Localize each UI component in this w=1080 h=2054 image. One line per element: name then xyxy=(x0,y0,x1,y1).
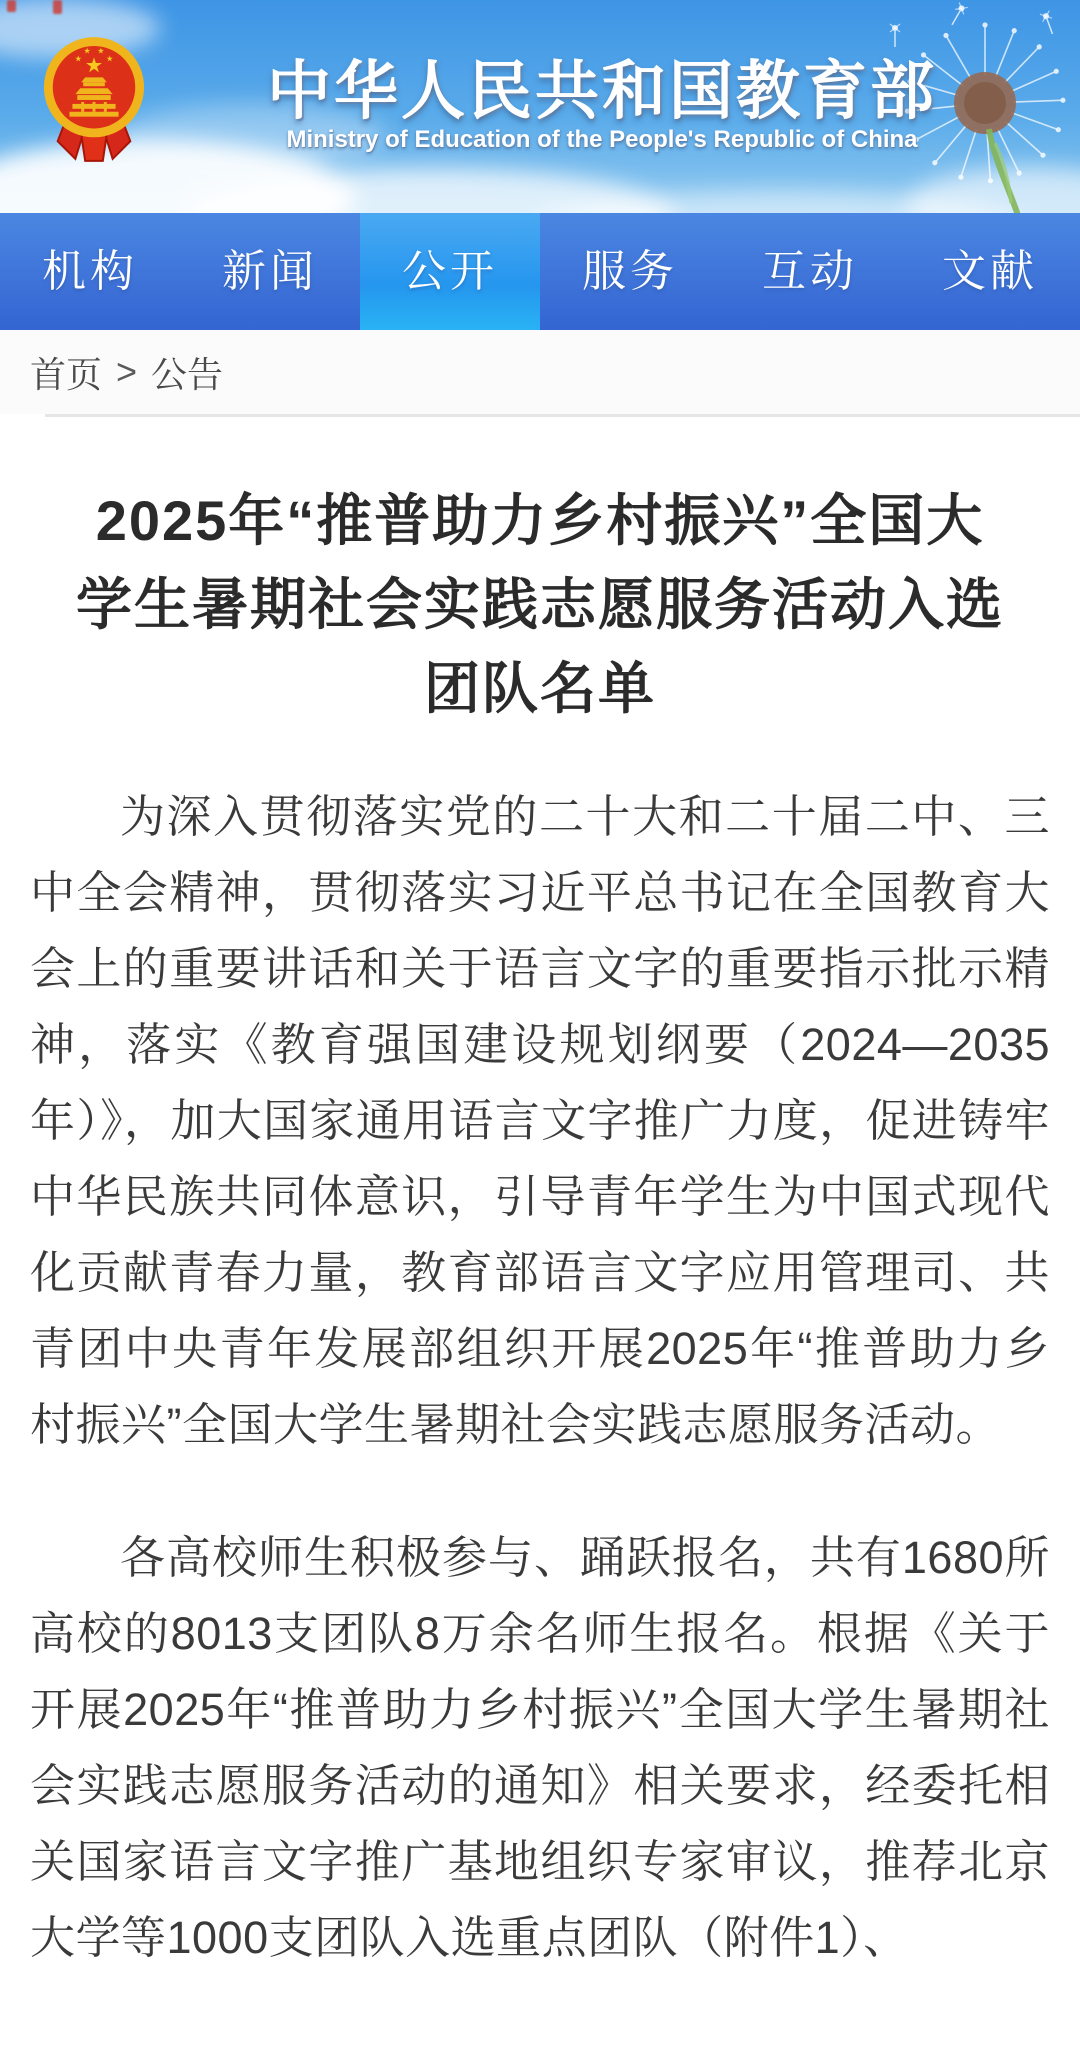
nav-item-news[interactable]: 新闻 xyxy=(222,247,318,296)
header-banner xyxy=(0,0,1080,213)
nav-item-public-disclosure[interactable]: 公开 xyxy=(360,213,540,330)
nav-item-services[interactable]: 服务 xyxy=(582,247,678,296)
page-title-line-2: 学生暑期社会实践志愿服务活动入选 xyxy=(76,573,1004,636)
prc-national-emblem-icon xyxy=(40,32,148,166)
main-nav xyxy=(0,213,1080,330)
page-title xyxy=(30,479,1050,731)
breadcrumb-home-link[interactable]: 首页 xyxy=(30,353,103,395)
page-title-line-3: 团队名单 xyxy=(424,657,656,720)
nav-item-documents[interactable]: 文献 xyxy=(942,247,1038,296)
article-paragraph-2: 各高校师生积极参与、踊跃报名，共有1680所高校的8013支团队8万余名师生报名。根据《关于开展2025年“推普助力乡村振兴”全国大学生暑期社会实践志愿服务活动的通知》相关要求，经委托相关国家语言文字推广基地组织专家审议，推荐北京大学等1000支团队入选重点团队（附件1）、 xyxy=(30,1532,1050,1963)
nav-item-institutions[interactable]: 机构 xyxy=(42,247,138,296)
red-speck-decoration xyxy=(7,0,16,12)
breadcrumb xyxy=(0,330,1080,414)
breadcrumb-separator: > xyxy=(116,351,138,392)
nav-item-interaction[interactable]: 互动 xyxy=(762,247,858,296)
page-title-line-1: 2025年“推普助力乡村振兴”全国大 xyxy=(95,489,985,552)
site-subtitle: Ministry of Education of the People's Republic of China xyxy=(286,126,918,153)
article-paragraph-1: 为深入贯彻落实党的二十大和二十届二中、三中全会精神，贯彻落实习近平总书记在全国教育大会上的重要讲话和关于语言文字的重要指示批示精神，落实《教育强国建设规划纲要（2024—2035年）》，加大国家通用语言文字推广力度，促进铸牢中华民族共同体意识，引导青年学生为中国式现代化贡献青春力量，教育部语言文字应用管理司、共青团中央青年发展部组织开展2025年“推普助力乡村振兴”全国大学生暑期社会实践志愿服务活动。 xyxy=(30,791,1050,1450)
red-speck-decoration xyxy=(53,0,62,14)
breadcrumb-current-link[interactable]: 公告 xyxy=(151,353,224,395)
site-title: 中华人民共和国教育部 xyxy=(267,55,937,127)
announcement-article xyxy=(0,479,1080,1976)
breadcrumb-divider xyxy=(45,414,1080,417)
